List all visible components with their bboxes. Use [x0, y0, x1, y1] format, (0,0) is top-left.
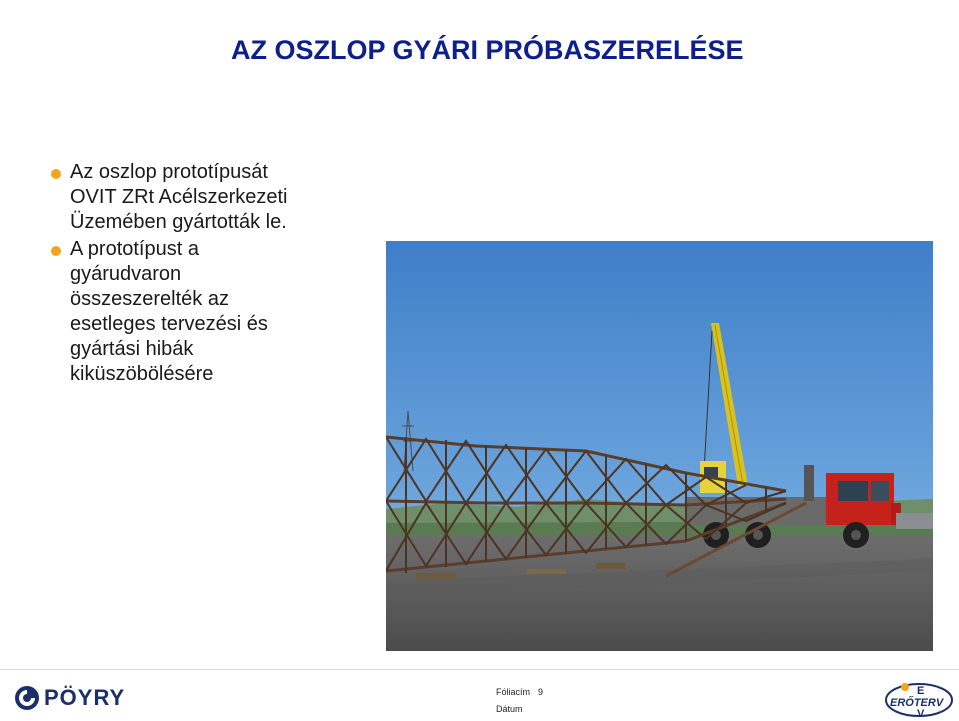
footer-page-number: 9 — [538, 687, 544, 697]
slide-title: AZ OSZLOP GYÁRI PRÓBASZERELÉSE — [231, 35, 744, 65]
eroterv-logo — [884, 679, 954, 719]
bullet-dot-icon — [51, 169, 61, 179]
poyry-logo-icon — [14, 685, 40, 711]
bullet-list — [46, 160, 376, 389]
bullet-line: gyárudvaron — [70, 263, 182, 285]
bullet-line: kiküszöbölésére — [70, 363, 214, 385]
poyry-logo-text: PÖYRY — [44, 685, 126, 710]
eroterv-logo-text: ERŐTERV — [890, 697, 944, 709]
bullet-line: Az oszlop prototípusát — [70, 161, 268, 183]
tower-assembly-photo — [386, 241, 933, 651]
footer-slide-title: Fóliacím — [496, 687, 531, 697]
bullet-line: OVIT ZRt Acélszerkezeti — [70, 186, 288, 208]
eroterv-logo-e: E — [917, 685, 925, 697]
bullet-line: Üzemében gyártották le. — [70, 211, 287, 233]
bullet-item — [46, 237, 376, 387]
eroterv-logo-v: V — [917, 708, 925, 719]
bullet-line: gyártási hibák — [70, 338, 194, 360]
poyry-logo — [14, 684, 134, 712]
footer-date: Dátum — [496, 704, 523, 714]
bullet-line: esetleges tervezési és — [70, 313, 268, 335]
bullet-dot-icon — [51, 246, 61, 256]
bullet-item — [46, 160, 376, 235]
footer-divider — [0, 669, 959, 670]
bullet-line: összeszerelték az — [70, 288, 229, 310]
bullet-line: A prototípust a — [70, 238, 199, 260]
